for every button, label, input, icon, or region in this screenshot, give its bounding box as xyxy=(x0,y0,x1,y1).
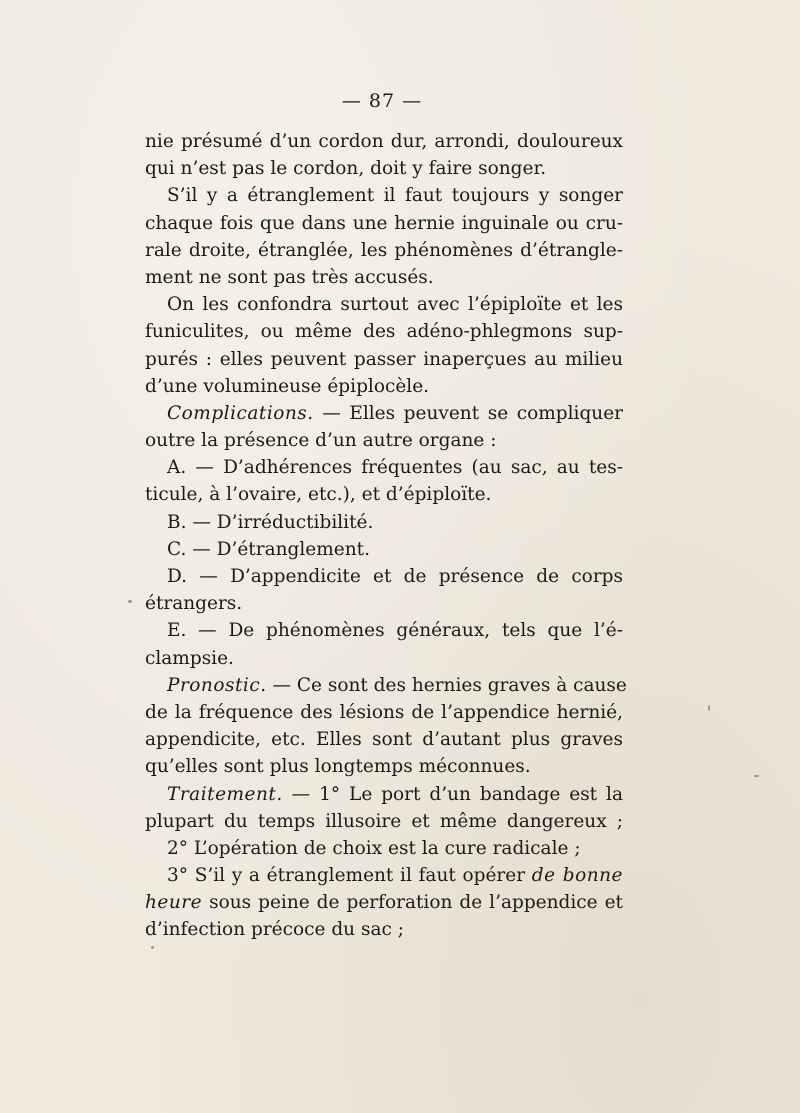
text-line: d’une volumineuse épiplocèle. xyxy=(145,375,430,397)
text-fragment: — Ce sont des hernies graves à cause xyxy=(266,674,627,696)
text-line: S’il y a étranglement il faut toujours y songer xyxy=(167,185,623,207)
text-fragment: sous peine de perforation de l’appendice et xyxy=(202,892,623,914)
text-line: clampsie. xyxy=(145,647,234,669)
page-number: — 87 — xyxy=(341,90,423,112)
section-heading-traitement: Traitement. xyxy=(167,783,283,805)
paper-speck xyxy=(128,600,132,603)
text-line: qu’elles sont plus longtemps méconnues. xyxy=(145,756,531,778)
paper-speck xyxy=(754,775,759,777)
text-line: A. — D’adhérences fréquentes (au sac, au tes- xyxy=(167,457,623,479)
section-heading-line xyxy=(145,781,623,808)
section-heading-line xyxy=(145,400,623,427)
text-line: ment ne sont pas très accusés. xyxy=(145,266,434,288)
text-line: rale droite, étranglée, les phénomènes d’étrangle- xyxy=(145,239,623,261)
text-line: chaque fois que dans une hernie inguinale ou cru- xyxy=(145,212,623,234)
text-line: E. — De phénomènes généraux, tels que l’é- xyxy=(167,620,623,642)
text-line: 2° L’opération de choix est la cure radicale ; xyxy=(167,837,581,859)
section-heading-complications: Complications. xyxy=(167,402,314,424)
section-heading-pronostic: Pronostic. xyxy=(167,674,267,696)
text-line: purés : elles peuvent passer inaperçues au milieu xyxy=(145,348,623,370)
emphasis-text: de bonne xyxy=(531,865,623,887)
text-fragment: 3° S’il y a étranglement il faut opérer xyxy=(167,865,532,887)
text-line: qui n’est pas le cordon, doit y faire songer. xyxy=(145,158,547,180)
emphasis-text: heure xyxy=(145,892,203,914)
text-line: D. — D’appendicite et de présence de corps xyxy=(167,566,623,587)
text-line: outre la présence d’un autre organe : xyxy=(145,430,497,452)
text-line: C. — D’étranglement. xyxy=(167,538,370,560)
text-fragment: — 1° Le port d’un bandage est la xyxy=(282,783,623,805)
text-line xyxy=(145,889,623,916)
text-line xyxy=(145,862,623,889)
text-fragment: — Elles peuvent se compliquer xyxy=(313,402,623,424)
body-text xyxy=(145,128,627,944)
paper-speck xyxy=(708,705,710,711)
text-line: d’infection précoce du sac ; xyxy=(145,919,404,941)
text-line: plupart du temps illusoire et même dangereux ; xyxy=(145,810,623,832)
section-heading-line xyxy=(145,672,627,699)
text-line: de la fréquence des lésions de l’appendice hernié, xyxy=(145,701,623,723)
text-line: ticule, à l’ovaire, etc.), et d’épiploïte. xyxy=(145,484,492,506)
text-line: nie présumé d’un cordon dur, arrondi, douloureux xyxy=(145,131,623,152)
paper-speck xyxy=(151,946,154,949)
text-line: étrangers. xyxy=(145,593,243,615)
text-line: appendicite, etc. Elles sont d’autant plus graves xyxy=(145,729,623,751)
text-line: On les confondra surtout avec l’épiploïte et les xyxy=(167,294,623,316)
text-line: B. — D’irréductibilité. xyxy=(167,511,374,533)
text-line: funiculites, ou même des adéno-phlegmons sup- xyxy=(145,321,623,343)
